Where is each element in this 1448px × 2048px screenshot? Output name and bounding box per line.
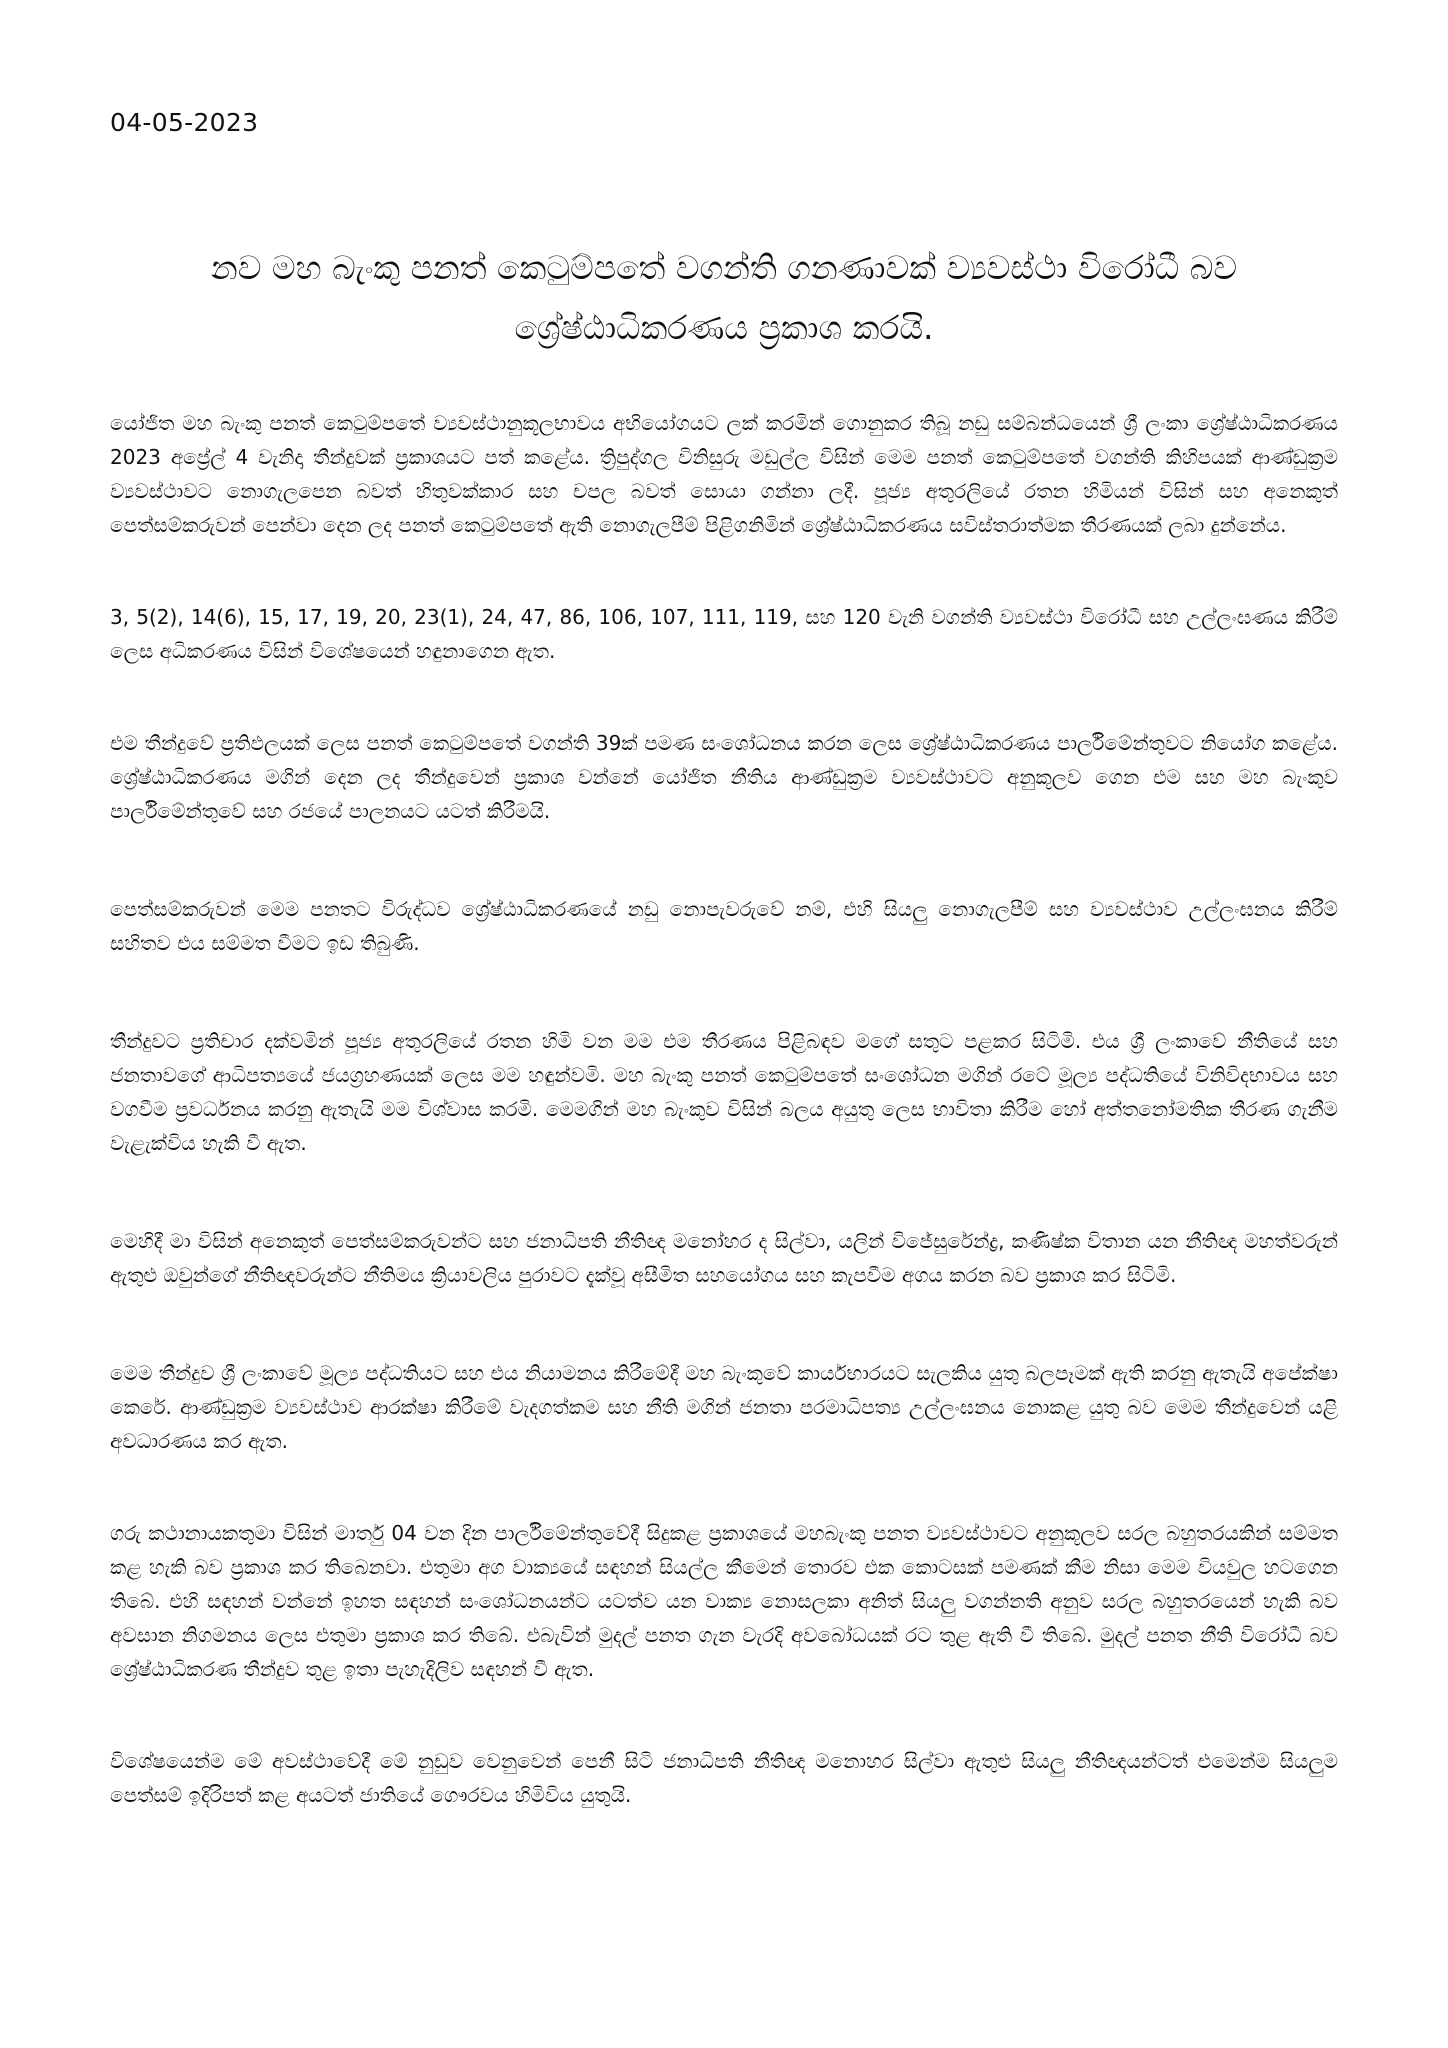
paragraph-9: විශේෂයෙන්ම මේ අවස්ථාවේදී මේ නුඩුව වෙනුවෙන් පෙනී සිටි ජනාධිපති නීතිඥ මනොහර සිල්වා ඇතුළු සියලු නීතිඥයන්ටත් එමෙන්ම සියලුම පෙත්සම් ඉදිරිපත් කළ අයටත් ජාතියේ ගෞරවය හිමිවිය යුතුයි. — [110, 1749, 1338, 1807]
document-title: නව මහ බැංකු පනත් කෙටුම්පතේ වගන්ති ගනණාවක් ව්‍යවස්ථා විරෝධී බව ශ්‍රේෂ්ඨාධිකරණය ප්‍රකාශ කරයි. — [210, 248, 1238, 347]
paragraph-4: පෙත්සම්කරුවන් මෙම පනතට විරුද්ධව ශ්‍රේෂ්ඨාධිකරණයේ නඩු නොපැවරුවේ නම්, එහි සියලු නොගැලපීම් සහ ව්‍යවස්ථාව උල්ලංඝනය කිරීම් සහිතව එය සම්මත වීමට ඉඩ තිබුණි. — [110, 897, 1338, 955]
document-date: 04-05-2023 — [110, 108, 259, 137]
paragraph-3: එම තීන්දුවේ ප්‍රතිඵලයක් ලෙස පනත් කෙටුම්පතේ වගන්ති 39ක් පමණ සංශෝධනය කරන ලෙස ශ්‍රේෂ්ඨාධිකරණය පාර්ලිමේන්තුවට නියෝග කළේය. ශ්‍රේෂ්ඨාධිකරණය මගින් දෙන ලද තීන්දුවෙන් ප්‍රකාශ වන්නේ යෝජිත නීතිය ආණ්ඩුක්‍රම ව්‍යවස්ථාවට අනුකූලව ගෙන එම සහ මහ බැංකුව පාර්ලිමේන්තුවේ සහ රජයේ පාලනයට යටත් කිරීමයි. — [110, 731, 1338, 823]
paragraph-1: යෝජිත මහ බැංකු පනත් කෙටුම්පතේ ව්‍යවස්ථානුකූලභාවය අභියෝගයට ලක් කරමින් ගොනුකර තිබූ නඩු සම්බන්ධයෙන් ශ්‍රී ලංකා ශ්‍රේෂ්ඨාධිකරණය 2023 අප්‍රේල් 4 වැනිදා තීන්දුවක් ප්‍රකාශයට පත් කළේය. ත්‍රිපුද්ගල විනිසුරු මඩුල්ල විසින් මෙම පනත් කෙටුම්පතේ වගන්ති කිහිපයක් ආණ්ඩුක්‍රම ව්‍යවස්ථාවට නොගැලපෙන බවත් හිතුවක්කාර සහ චපල බවත් සොයා ගන්නා ලදී. පූජ්‍ය අතුරලියේ රතන හිමියන් විසින් සහ අනෙකුත් පෙත්සම්කරුවන් පෙන්වා දෙන ලද පනත් කෙටුම්පතේ ඇති නොගැලපීම් පිළිගනිමින් ශ්‍රේෂ්ඨාධිකරණය සවිස්තරාත්මක තීරණයක් ලබා දුන්නේය. — [110, 411, 1338, 537]
paragraph-8: ගරු කථානායකතුමා විසින් මාර්තු 04 වන දින පාර්ලිමේන්තුවේදී සිදුකළ ප්‍රකාශයේ මහබැංකු පනත ව්‍යවස්ථාවට අනුකූලව සරල බහුතරයකින් සම්මත කළ හැකි බව ප්‍රකාශ කර තිබෙනවා. එතුමා අග වාක්‍යයේ සඳහන් සියල්ල කීමෙන් තොරව එක කොටසක් පමණක් කීම නිසා මෙම වියවුල හටගෙන තිබේ. එහි සඳහන් වන්නේ ඉහත සඳහන් සංශෝධනයන්ට යටත්ව යන වාක්‍ය නොසලකා අනිත් සියලු වගන්නති අනුව සරල බහුතරයෙන් හැකි බව අවසාන නිගමනය ලෙස එතුමා ප්‍රකාශ කර තිබේ. එබැවින් මුදල් පනත ගැන වැරදි අවබෝධයක් රට තුළ ඇති වී තිබේ. මුදල් පනත නීති විරෝධී බව ශ්‍රේෂ්ඨාධිකරණ තීන්දුව තුළ ඉතා පැහැදිලිව සඳහන් වී ඇත. — [110, 1521, 1338, 1681]
paragraph-6: මෙහිදී මා විසින් අනෙකුත් පෙත්සම්කරුවන්ට සහ ජනාධිපති නීතිඥ මනෝහර ද සිල්වා, යලින් විජේසුරේන්ද්‍ර, කණිෂ්ක විතාන යන නීතිඥ මහත්වරුන් ඇතුළු ඔවුන්ගේ නීතිඥවරුන්ට නීතිමය ක්‍රියාවලිය පුරාවට දැක්වූ අසීමිත සහයෝගය සහ කැපවීම අගය කරන බව ප්‍රකාශ කර සිටිමි. — [110, 1229, 1338, 1287]
paragraph-2: 3, 5(2), 14(6), 15, 17, 19, 20, 23(1), 24, 47, 86, 106, 107, 111, 119, සහ 120 වැනි වගන්ති ව්‍යවස්ථා විරෝධී සහ උල්ලංඝණය කිරීම් ලෙස අධිකරණය විසින් විශේෂයෙන් හඳුනාගෙන ඇත. — [110, 605, 1338, 663]
paragraph-5: තීන්දුවට ප්‍රතිචාර දක්වමින් පූජ්‍ය අතුරලියේ රතන හිමි වන මම එම තීරණය පිළිබඳව මගේ සතුට පළකර සිටිමි. එය ශ්‍රී ලංකාවේ නීතියේ සහ ජනතාවගේ ආධිපත්‍යයේ ජයග්‍රහණයක් ලෙස මම හඳුන්වමි. මහ බැංකු පනත් කෙටුම්පතේ සංශෝධන මගින් රටේ මූල්‍ය පද්ධතියේ විනිවිදභාවය සහ වගවීම ප්‍රවර්ධනය කරනු ඇතැයි මම විශ්වාස කරමි. මෙමගින් මහ බැංකුව විසින් බලය අයුතු ලෙස භාවිතා කිරීම හෝ අත්තනෝමතික තීරණ ගැනීම වැළැක්විය හැකි වී ඇත. — [110, 1029, 1338, 1155]
paragraph-7: මෙම තීන්දුව ශ්‍රී ලංකාවේ මූල්‍ය පද්ධතියට සහ එය නියාමනය කිරීමේදී මහ බැංකුවේ කාර්යභාරයට සැලකිය යුතු බලපෑමක් ඇති කරනු ඇතැයි අපේක්ෂා කෙරේ. ආණ්ඩුක්‍රම ව්‍යවස්ථාව ආරක්ෂා කිරීමේ වැදගත්කම සහ නීති මගින් ජනතා පරමාධිපත්‍ය උල්ලංඝනය නොකළ යුතු බව මෙම තීන්දුවෙන් යළි අවධාරණය කර ඇත. — [110, 1361, 1338, 1453]
